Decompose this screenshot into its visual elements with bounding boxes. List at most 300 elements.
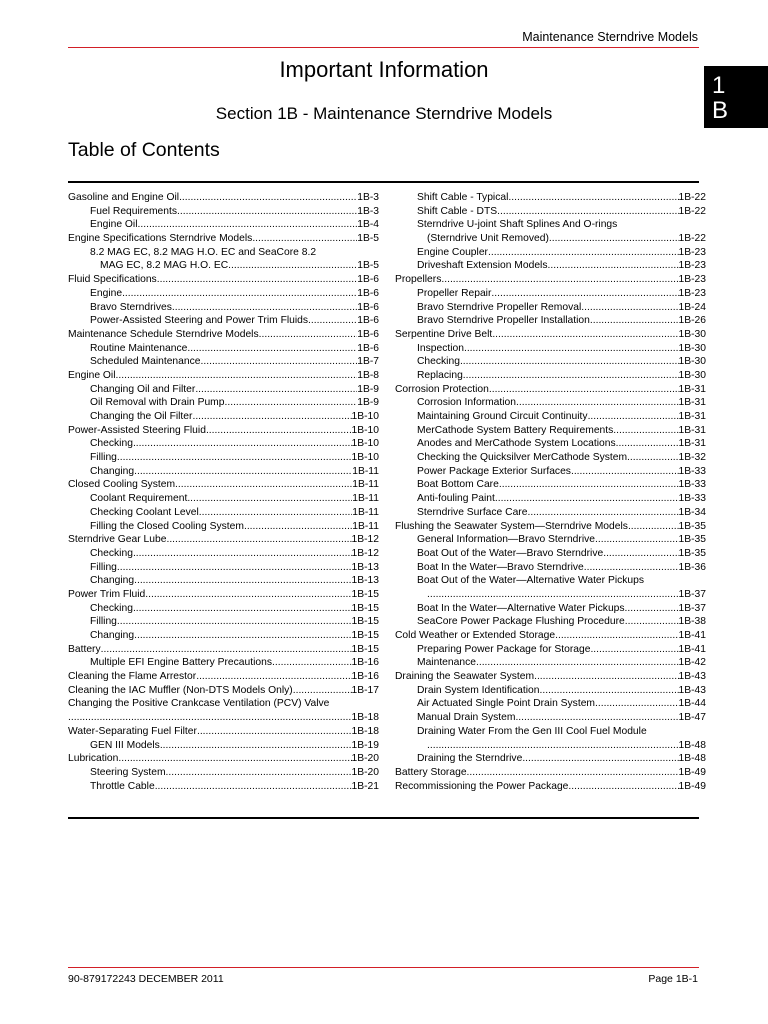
toc-entry-label: Checking — [90, 438, 133, 450]
toc-entry-page: 1B-5 — [357, 260, 379, 272]
toc-entry-label: Propeller Repair — [417, 287, 492, 299]
toc-entry[interactable] — [68, 506, 379, 520]
toc-entry[interactable] — [68, 396, 379, 410]
toc-entry-page: 1B-10 — [351, 411, 379, 422]
toc-entry[interactable] — [68, 437, 379, 451]
toc-leader-dots — [224, 396, 357, 410]
toc-entry-label: Lubrication — [68, 753, 119, 765]
toc-entry[interactable] — [68, 342, 379, 356]
toc-entry-page: 1B-12 — [351, 534, 379, 546]
toc-entry-page: 1B-21 — [351, 780, 379, 792]
toc-entry-label: Shift Cable - Typical — [417, 192, 509, 203]
toc-entry-page: 1B-6 — [357, 274, 379, 286]
toc-leader-dots — [175, 478, 352, 492]
toc-leader-dots — [625, 615, 679, 629]
toc-entry-page: 1B-33 — [678, 479, 706, 491]
toc-leader-dots — [101, 643, 352, 657]
toc-entry[interactable] — [68, 328, 379, 342]
toc-entry-label: Checking — [90, 602, 133, 614]
toc-entry-label: Battery Storage — [395, 766, 467, 778]
toc-entry-page: 1B-6 — [357, 287, 379, 299]
section-tab-letter: B — [712, 97, 729, 124]
toc-leader-dots — [616, 437, 679, 451]
toc-leader-dots — [244, 520, 352, 534]
toc-entry[interactable] — [395, 396, 706, 410]
toc-entry-page: 1B-19 — [351, 739, 379, 751]
toc-entry-label: Changing — [90, 575, 135, 587]
toc-leader-dots — [133, 602, 352, 616]
toc-leader-dots — [177, 205, 357, 219]
toc-leader-dots — [252, 232, 357, 246]
toc-entry-page: 1B-11 — [352, 520, 379, 532]
toc-entry-label: SeaCore Power Package Flushing Procedure — [417, 616, 625, 628]
toc-entry-page: 1B-6 — [357, 301, 379, 313]
toc-entry-label: Water-Separating Fuel Filter — [68, 725, 197, 737]
toc-entry[interactable] — [68, 697, 379, 711]
toc-entry-page: 1B-41 — [678, 630, 706, 641]
toc-entry-page: 1B-31 — [678, 424, 706, 436]
toc-entry[interactable] — [68, 287, 379, 301]
toc-leader-dots — [613, 424, 678, 438]
toc-entry[interactable] — [68, 588, 379, 602]
toc-entry[interactable] — [395, 465, 706, 479]
toc-leader-dots — [187, 342, 357, 356]
toc-entry[interactable] — [395, 533, 706, 547]
toc-entry-page: 1B-42 — [678, 657, 706, 669]
toc-leader-dots — [628, 520, 679, 534]
toc-leader-dots — [134, 574, 351, 588]
toc-entry-page: 1B-10 — [351, 424, 379, 436]
toc-leader-dots — [133, 547, 352, 561]
toc-entry-label: Oil Removal with Drain Pump — [90, 397, 225, 409]
toc-leader-dots — [527, 506, 678, 520]
toc-entry[interactable] — [68, 547, 379, 561]
toc-entry[interactable] — [68, 725, 379, 739]
toc-entry-label: Filling — [90, 561, 117, 573]
toc-leader-dots — [179, 191, 357, 205]
toc-leader-dots — [539, 684, 678, 698]
toc-entry-label: Preparing Power Package for Storage — [417, 643, 591, 655]
toc-leader-dots — [206, 424, 352, 438]
toc-entry[interactable] — [68, 492, 379, 506]
toc-entry-label: Air Actuated Single Point Drain System — [417, 698, 595, 710]
toc-entry-label: Power Trim Fluid — [68, 588, 146, 600]
toc-entry-label: Power-Assisted Steering Fluid — [68, 424, 206, 436]
toc-entry-label: Anti-fouling Paint — [417, 493, 495, 505]
toc-entry-page: 1B-23 — [678, 274, 706, 286]
toc-entry-label: Changing the Oil Filter — [90, 411, 193, 422]
toc-entry-page: 1B-20 — [351, 766, 379, 778]
toc-entry[interactable] — [395, 752, 706, 766]
toc-leader-dots — [166, 766, 352, 780]
toc-entry-page: 1B-3 — [357, 192, 379, 203]
toc-entry-label: Power-Assisted Steering and Power Trim Fluids — [90, 315, 309, 327]
toc-leader-dots — [464, 342, 679, 356]
toc-entry-label: Cleaning the IAC Muffler (Non-DTS Models Only) — [68, 684, 293, 696]
toc-entry-label: Checking Coolant Level — [90, 506, 199, 518]
toc-leader-dots — [495, 492, 679, 506]
toc-entry-label: Draining the Sterndrive — [417, 753, 523, 765]
toc-entry[interactable] — [68, 684, 379, 698]
toc-entry-page: 1B-43 — [678, 684, 706, 696]
toc-entry[interactable] — [395, 520, 706, 534]
toc-entry-page: 1B-37 — [678, 602, 706, 614]
toc-entry-label: Boat Out of the Water—Alternative Water Pickups — [417, 575, 645, 587]
toc-entry-page: 1B-22 — [678, 233, 706, 245]
toc-entry-label: Engine Oil — [90, 219, 138, 231]
toc-entry-page: 1B-16 — [351, 657, 379, 669]
toc-entry-page: 1B-26 — [678, 315, 706, 327]
toc-entry[interactable] — [68, 478, 379, 492]
toc-entry-label: Manual Drain System — [417, 712, 516, 724]
toc-entry-page: 1B-11 — [352, 493, 379, 505]
toc-entry-page: 1B-7 — [357, 356, 379, 368]
toc-entry[interactable] — [68, 615, 379, 629]
toc-entry[interactable] — [395, 328, 706, 342]
toc-entry[interactable] — [395, 410, 706, 424]
toc-leader-dots — [160, 739, 352, 753]
toc-entry-label: Recommissioning the Power Package — [395, 780, 569, 792]
toc-entry-label: Boat In the Water—Alternative Water Pickups — [417, 602, 625, 614]
toc-entry-label: Multiple EFI Engine Battery Precautions — [90, 657, 273, 669]
toc-entry-page: 1B-31 — [678, 397, 706, 409]
toc-entry-label: Changing — [90, 465, 135, 477]
toc-entry[interactable] — [395, 656, 706, 670]
page-title: Important Information — [279, 57, 489, 82]
toc-leader-dots — [588, 410, 679, 424]
toc-entry-page: 1B-49 — [678, 780, 706, 792]
toc-entry[interactable] — [68, 574, 379, 588]
toc-leader-dots — [522, 752, 678, 766]
toc-entry-page: 1B-6 — [357, 315, 379, 327]
toc-entry-label: Serpentine Drive Belt — [395, 328, 493, 340]
toc-entry[interactable] — [68, 259, 379, 273]
toc-entry-page: 1B-6 — [357, 328, 379, 340]
toc-leader-dots — [568, 780, 678, 794]
toc-entry-label: Engine — [90, 287, 123, 299]
toc-entry-label: Flushing the Seawater System—Sterndrive Models — [395, 520, 628, 532]
toc-bottom-rule — [68, 817, 699, 819]
toc-entry-page: 1B-32 — [678, 452, 706, 464]
toc-leader-dots — [134, 465, 352, 479]
toc-entry[interactable] — [395, 643, 706, 657]
toc-entry-page: 1B-34 — [678, 506, 706, 518]
toc-entry[interactable] — [68, 739, 379, 753]
toc-entry[interactable] — [395, 259, 706, 273]
toc-leader-dots — [595, 533, 679, 547]
toc-leader-dots — [499, 478, 679, 492]
toc-entry-page: 1B-15 — [351, 616, 379, 628]
toc-entry-page: 1B-33 — [678, 465, 706, 477]
toc-entry-page: 1B-9 — [357, 397, 379, 409]
toc-entry[interactable] — [68, 369, 379, 383]
toc-entry[interactable] — [68, 314, 379, 328]
toc-leader-dots — [68, 711, 352, 725]
toc-entry[interactable] — [395, 615, 706, 629]
toc-entry-page: 1B-49 — [678, 766, 706, 778]
toc-leader-dots — [133, 437, 352, 451]
toc-entry-label: Routine Maintenance — [90, 342, 188, 354]
toc-entry-page: 1B-4 — [357, 219, 379, 231]
toc-entry[interactable] — [395, 492, 706, 506]
toc-entry[interactable] — [68, 766, 379, 780]
section-tab-number: 1 — [712, 72, 726, 99]
toc-entry[interactable] — [395, 246, 706, 260]
toc-leader-dots — [515, 711, 678, 725]
toc-entry-label: Changing — [90, 630, 135, 641]
toc-entry-page: 1B-43 — [678, 671, 706, 683]
toc-entry[interactable] — [68, 205, 379, 219]
toc-entry-label: Engine Specifications Sterndrive Models — [68, 233, 253, 245]
toc-entry-page: 1B-37 — [678, 588, 706, 600]
toc-entry-label: Checking — [417, 356, 460, 368]
toc-entry-page: 1B-38 — [678, 616, 706, 628]
toc-entry[interactable] — [68, 656, 379, 670]
toc-entry[interactable] — [68, 629, 379, 643]
toc-entry[interactable] — [395, 684, 706, 698]
toc-entry-page: 1B-22 — [678, 192, 706, 203]
toc-entry[interactable] — [68, 232, 379, 246]
toc-entry-label: Bravo Sterndrives — [90, 301, 172, 313]
toc-entry[interactable] — [395, 711, 706, 725]
toc-entry-label: Maintaining Ground Circuit Continuity — [417, 411, 588, 422]
toc-leader-dots — [199, 506, 353, 520]
toc-entry[interactable] — [395, 287, 706, 301]
toc-entry-page: 1B-12 — [351, 547, 379, 559]
toc-entry-page: 1B-30 — [678, 369, 706, 381]
toc-entry[interactable] — [68, 424, 379, 438]
toc-leader-dots — [134, 629, 351, 643]
toc-entry-page: 1B-41 — [678, 643, 706, 655]
toc-entry[interactable] — [395, 629, 706, 643]
toc-entry[interactable] — [68, 301, 379, 315]
toc-leader-dots — [508, 191, 678, 205]
toc-entry-page: 1B-30 — [678, 328, 706, 340]
toc-entry-page: 1B-16 — [351, 671, 379, 683]
toc-entry[interactable] — [68, 273, 379, 287]
toc-entry[interactable] — [68, 670, 379, 684]
footer-rule — [68, 967, 699, 968]
toc-entry-page: 1B-15 — [351, 602, 379, 614]
toc-entry-label: Boat In the Water—Bravo Sterndrive — [417, 561, 584, 573]
toc-entry[interactable] — [395, 451, 706, 465]
toc-entry-page: 1B-30 — [678, 356, 706, 368]
toc-entry-label: MerCathode System Battery Requirements — [417, 424, 614, 436]
toc-entry-page: 1B-15 — [351, 588, 379, 600]
toc-entry-label: Throttle Cable — [90, 780, 155, 792]
toc-leader-dots — [195, 383, 357, 397]
toc-entry[interactable] — [395, 766, 706, 780]
toc-leader-dots — [467, 766, 679, 780]
toc-entry[interactable] — [68, 451, 379, 465]
toc-entry[interactable] — [395, 383, 706, 397]
toc-entry-label: Maintenance — [417, 657, 476, 669]
toc-leader-dots — [441, 273, 678, 287]
toc-entry-label: Closed Cooling System — [68, 479, 176, 491]
toc-leader-dots — [197, 725, 352, 739]
toc-leader-dots — [627, 451, 678, 465]
toc-left-column — [68, 191, 379, 793]
toc-entry-label: MAG EC, 8.2 MAG H.O. EC — [100, 260, 229, 272]
toc-entry[interactable] — [68, 520, 379, 534]
toc-entry[interactable] — [395, 218, 706, 232]
toc-entry-label: Fluid Specifications — [68, 274, 157, 286]
toc-entry[interactable] — [68, 602, 379, 616]
toc-entry-label: Checking the Quicksilver MerCathode System — [417, 452, 628, 464]
toc-leader-dots — [145, 588, 351, 602]
toc-entry[interactable] — [395, 780, 706, 794]
toc-entry-label: Sterndrive Gear Lube — [68, 534, 167, 546]
toc-entry[interactable] — [68, 533, 379, 547]
toc-right-column — [395, 191, 706, 793]
toc-entry-page: 1B-31 — [678, 438, 706, 450]
toc-leader-dots — [157, 273, 358, 287]
toc-entry-label: Gasoline and Engine Oil — [68, 192, 180, 203]
toc-entry-page: 1B-13 — [351, 575, 379, 587]
toc-entry[interactable] — [395, 342, 706, 356]
toc-entry[interactable] — [68, 643, 379, 657]
toc-entry-label: Fuel Requirements — [90, 205, 177, 217]
toc-leader-dots — [497, 205, 678, 219]
toc-leader-dots — [155, 780, 352, 794]
toc-entry[interactable] — [395, 314, 706, 328]
toc-entry[interactable] — [68, 383, 379, 397]
toc-leader-dots — [187, 492, 352, 506]
toc-leader-dots — [427, 739, 679, 753]
toc-entry-label: Drain System Identification — [417, 684, 540, 696]
toc-leader-dots — [590, 643, 678, 657]
toc-entry[interactable] — [395, 739, 706, 753]
toc-leader-dots — [548, 259, 679, 273]
toc-entry-label: Corrosion Protection — [395, 383, 489, 395]
toc-entry[interactable] — [395, 273, 706, 287]
toc-entry-label: Battery — [68, 643, 101, 655]
toc-entry[interactable] — [395, 369, 706, 383]
toc-entry-label: Filling — [90, 452, 117, 464]
toc-entry-label: Engine Oil — [68, 369, 116, 381]
toc-entry[interactable] — [68, 780, 379, 794]
toc-leader-dots — [122, 287, 357, 301]
toc-entry[interactable] — [395, 506, 706, 520]
toc-entry-page: 1B-20 — [351, 753, 379, 765]
toc-entry[interactable] — [395, 232, 706, 246]
toc-entry[interactable] — [68, 465, 379, 479]
toc-entry-page: 1B-23 — [678, 260, 706, 272]
toc-entry-label: Corrosion Information — [417, 397, 517, 409]
running-header: Maintenance Sterndrive Models — [522, 30, 698, 44]
toc-entry[interactable] — [395, 602, 706, 616]
toc-entry[interactable] — [395, 574, 706, 588]
toc-entry[interactable] — [395, 547, 706, 561]
toc-entry-label: Power Package Exterior Surfaces — [417, 465, 571, 477]
toc-leader-dots — [192, 410, 351, 424]
toc-leader-dots — [308, 314, 357, 328]
toc-entry-page: 1B-18 — [351, 712, 379, 724]
toc-leader-dots — [460, 355, 679, 369]
toc-leader-dots — [228, 259, 357, 273]
toc-entry[interactable] — [68, 752, 379, 766]
toc-entry-page: 1B-35 — [678, 547, 706, 559]
toc-leader-dots — [549, 232, 679, 246]
toc-entry-label: Coolant Requirement — [90, 493, 188, 505]
toc-leader-dots — [293, 684, 352, 698]
toc-entry-page: 1B-6 — [357, 342, 379, 354]
toc-entry-label: (Sterndrive Unit Removed) — [427, 233, 549, 245]
toc-leader-dots — [488, 246, 679, 260]
toc-entry-label: Bravo Sterndrive Propeller Removal — [417, 301, 582, 313]
toc-entry-label: Bravo Sterndrive Propeller Installation — [417, 315, 590, 327]
toc-entry-page: 1B-10 — [351, 438, 379, 450]
toc-entry-label: Changing Oil and Filter — [90, 383, 196, 395]
toc-entry[interactable] — [395, 561, 706, 575]
toc-leader-dots — [590, 314, 679, 328]
toc-leader-dots — [272, 656, 352, 670]
toc-entry-label: Cold Weather or Extended Storage — [395, 630, 556, 641]
toc-entry[interactable] — [68, 410, 379, 424]
toc-entry[interactable] — [68, 561, 379, 575]
toc-entry[interactable] — [395, 437, 706, 451]
toc-entry-label: Cleaning the Flame Arrestor — [68, 671, 197, 683]
toc-entry[interactable] — [68, 246, 379, 260]
toc-leader-dots — [571, 465, 679, 479]
toc-entry[interactable] — [68, 711, 379, 725]
toc-entry[interactable] — [395, 191, 706, 205]
toc-entry-page: 1B-23 — [678, 287, 706, 299]
toc-entry[interactable] — [395, 697, 706, 711]
toc-entry-label: Replacing — [417, 369, 463, 381]
toc-entry-page: 1B-47 — [678, 712, 706, 724]
toc-entry-page: 1B-9 — [357, 383, 379, 395]
toc-entry-label: Anodes and MerCathode System Locations — [417, 438, 616, 450]
toc-entry[interactable] — [68, 191, 379, 205]
toc-entry-page: 1B-11 — [352, 479, 379, 491]
toc-leader-dots — [476, 656, 679, 670]
toc-entry-label: Sterndrive Surface Care — [417, 506, 528, 518]
toc-entry[interactable] — [68, 355, 379, 369]
toc-entry[interactable] — [395, 301, 706, 315]
toc-entry-label: Draining Water From the Gen III Cool Fuel Module — [417, 725, 647, 737]
toc-entry[interactable] — [395, 424, 706, 438]
toc-entry-page: 1B-23 — [678, 246, 706, 258]
document-number: 90-879172243 DECEMBER 2011 — [68, 973, 224, 985]
toc-leader-dots — [259, 328, 358, 342]
toc-entry[interactable] — [395, 478, 706, 492]
toc-entry-page: 1B-35 — [678, 520, 706, 532]
toc-entry[interactable] — [395, 588, 706, 602]
toc-entry-page: 1B-22 — [678, 205, 706, 217]
header-rule — [68, 47, 699, 48]
toc-leader-dots — [117, 561, 352, 575]
section-title: Section 1B - Maintenance Sterndrive Models — [215, 104, 553, 123]
toc-entry[interactable] — [395, 725, 706, 739]
toc-entry[interactable] — [395, 205, 706, 219]
toc-heading: Table of Contents — [68, 139, 220, 161]
toc-entry-label: Propellers — [395, 274, 442, 286]
toc-entry[interactable] — [395, 670, 706, 684]
toc-leader-dots — [555, 629, 678, 643]
toc-entry-page: 1B-8 — [357, 369, 379, 381]
toc-leader-dots — [581, 301, 678, 315]
toc-entry[interactable] — [68, 218, 379, 232]
toc-entry-label: Filling the Closed Cooling System — [90, 520, 244, 532]
toc-leader-dots — [492, 328, 678, 342]
toc-leader-dots — [138, 218, 358, 232]
toc-entry[interactable] — [395, 355, 706, 369]
toc-entry-page: 1B-5 — [357, 233, 379, 245]
toc-leader-dots — [595, 697, 679, 711]
toc-entry-label: Filling — [90, 616, 117, 628]
toc-entry-label: Engine Coupler — [417, 246, 488, 258]
